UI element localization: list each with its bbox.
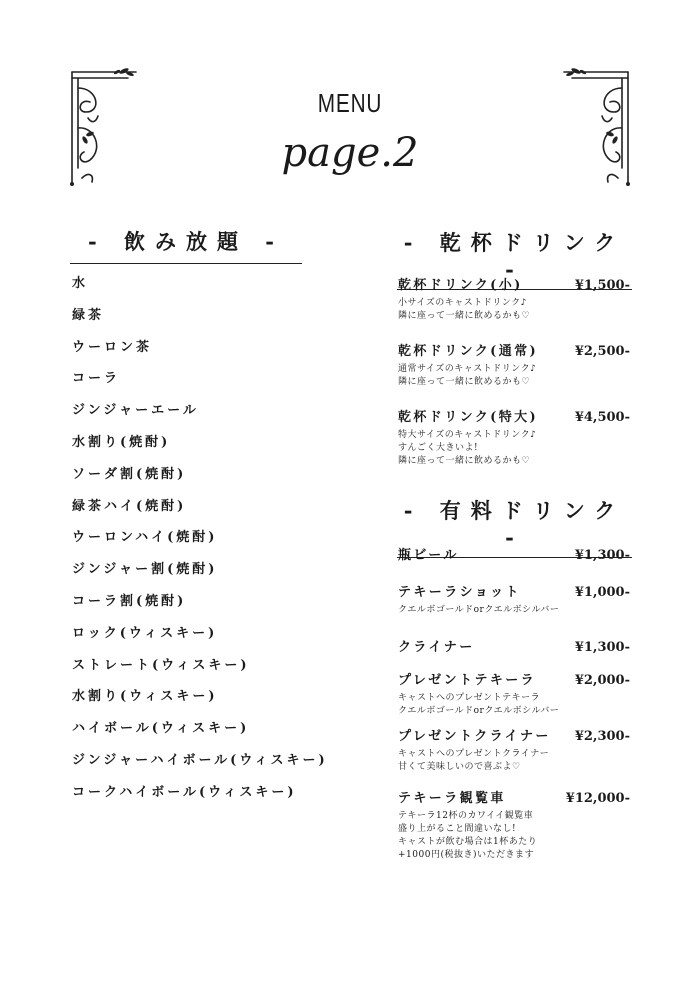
- description-line: キャストが飲む場合は1杯あたり: [398, 837, 538, 847]
- menu-item-name: 瓶ビール: [398, 548, 459, 563]
- description-line: 甘くて美味しいので喜ぶよ♡: [398, 762, 521, 772]
- menu-item-row: [398, 406, 630, 425]
- description-line: +1000円(税抜き)いただきます: [398, 850, 534, 860]
- description-line: キャストへのプレゼントテキーラ: [398, 693, 541, 703]
- menu-item: [398, 669, 630, 725]
- menu-item: [398, 636, 630, 669]
- menu-item-row: [398, 274, 630, 293]
- menu-item-price: ¥2,300-: [574, 729, 630, 744]
- menu-item-description: [398, 297, 630, 323]
- menu-item-price: ¥1,300-: [574, 640, 630, 655]
- menu-item-description: [398, 810, 630, 862]
- menu-item: [398, 787, 630, 862]
- free-drink-item: ウーロン茶: [72, 339, 153, 355]
- description-line: 小サイズのキャストドリンク♪: [398, 298, 527, 308]
- kanpai-drink-list: [398, 274, 630, 468]
- menu-item-price: ¥1,500-: [574, 278, 630, 293]
- free-drink-item: 緑茶: [72, 307, 105, 323]
- menu-item-description: [398, 604, 630, 617]
- menu-item-name: プレゼントテキーラ: [398, 673, 537, 688]
- description-line: クエルボゴールドorクエルボシルバー: [398, 605, 560, 615]
- free-drink-item: ウーロンハイ(焼酎): [72, 530, 218, 546]
- free-drink-item: コーラ割(焼酎): [72, 593, 187, 609]
- description-line: 特大サイズのキャストドリンク♪: [398, 430, 537, 440]
- free-drink-item: コークハイボール(ウィスキー): [72, 784, 297, 800]
- section-heading-paid: - 有料ドリンク -: [397, 495, 632, 558]
- page-title: MENU: [317, 88, 383, 118]
- free-drink-item: 水: [72, 276, 89, 291]
- description-line: 通常サイズのキャストドリンク♪: [398, 364, 537, 374]
- free-drink-item: コーラ: [72, 371, 121, 387]
- description-line: キャストへのプレゼントクライナー: [398, 749, 550, 759]
- description-line: 隣に座って一緒に飲めるかも♡: [398, 311, 531, 321]
- menu-item: [398, 581, 630, 636]
- menu-item-description: [398, 692, 630, 718]
- description-line: 隣に座って一緒に飲めるかも♡: [398, 456, 531, 466]
- paid-drink-list: [398, 544, 630, 862]
- menu-item-row: [398, 787, 630, 806]
- page-subtitle: page.2: [281, 130, 419, 176]
- menu-item-row: [398, 636, 630, 655]
- menu-item-price: ¥1,300-: [574, 548, 630, 563]
- free-drink-item: ロック(ウィスキー): [72, 625, 218, 641]
- menu-item-price: ¥2,000-: [574, 673, 630, 688]
- menu-item-row: [398, 340, 630, 359]
- menu-item: [398, 274, 630, 340]
- menu-item-name: テキーラショット: [398, 585, 521, 600]
- menu-item-row: [398, 725, 630, 744]
- menu-item-description: [398, 429, 630, 468]
- free-drink-item: ストレート(ウィスキー): [72, 657, 250, 673]
- free-drink-item: ジンジャーエール: [72, 403, 199, 419]
- menu-item-name: テキーラ観覧車: [398, 791, 506, 806]
- menu-item: [398, 725, 630, 787]
- menu-item-price: ¥4,500-: [574, 410, 630, 425]
- free-drink-item: ソーダ割(焼酎): [72, 466, 187, 482]
- free-drink-item: 水割り(焼酎): [72, 434, 171, 450]
- free-drink-item: 緑茶ハイ(焼酎): [72, 498, 187, 514]
- menu-item: [398, 544, 630, 581]
- free-drink-item: ジンジャー割(焼酎): [72, 562, 218, 578]
- menu-item-price: ¥1,000-: [574, 585, 630, 600]
- menu-item-row: [398, 581, 630, 600]
- menu-item-name: 乾杯ドリンク(通常): [398, 344, 539, 359]
- menu-item-description: [398, 363, 630, 389]
- menu-item-name: プレゼントクライナー: [398, 729, 551, 744]
- menu-item-description: [398, 748, 630, 774]
- free-drink-list: [72, 272, 328, 813]
- menu-item-price: ¥2,500-: [574, 344, 630, 359]
- section-heading-kanpai: - 乾杯ドリンク -: [397, 227, 632, 290]
- description-line: すんごく大きいよ!: [398, 443, 479, 453]
- menu-item-name: クライナー: [398, 640, 475, 655]
- section-heading-free: - 飲み放題 -: [70, 226, 302, 264]
- description-line: 隣に座って一緒に飲めるかも♡: [398, 377, 531, 387]
- description-line: クエルボゴールドorクエルボシルバー: [398, 706, 560, 716]
- menu-item-row: [398, 544, 630, 563]
- description-line: テキーラ12杯のカワイイ観覧車: [398, 811, 534, 821]
- menu-item-name: 乾杯ドリンク(小): [398, 278, 523, 293]
- free-drink-item: ジンジャーハイボール(ウィスキー): [72, 752, 328, 768]
- menu-item-row: [398, 669, 630, 688]
- menu-item: [398, 340, 630, 406]
- description-line: 盛り上がること間違いなし!: [398, 824, 517, 834]
- menu-item-price: ¥12,000-: [565, 791, 630, 806]
- menu-item-name: 乾杯ドリンク(特大): [398, 410, 539, 425]
- free-drink-item: 水割り(ウィスキー): [72, 689, 218, 705]
- free-drink-item: ハイボール(ウィスキー): [72, 721, 250, 737]
- menu-item: [398, 406, 630, 468]
